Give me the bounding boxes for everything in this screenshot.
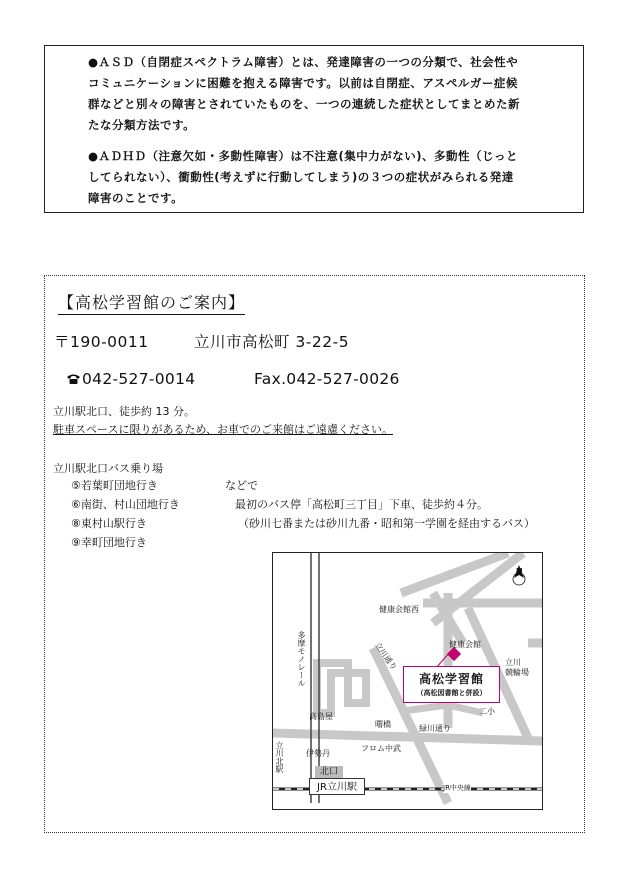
isetan-label: 伊勢丹 <box>306 749 330 758</box>
bus-note: 最初のバス停「高松町三丁目」下車、徒歩約４分。 <box>235 498 488 511</box>
jr-station-label: JR立川駅 <box>309 778 365 795</box>
bus-note: などで <box>225 479 258 492</box>
bus-route: ⑧東村山駅行き <box>71 517 147 530</box>
access-map <box>272 552 543 810</box>
takashimaya-label: 高島屋 <box>309 712 333 721</box>
nisho-label: 二小 <box>479 707 495 716</box>
address-line <box>54 330 350 352</box>
akebono-label: 曙橋 <box>375 720 391 729</box>
postal-code: 〒190-0011 <box>54 333 149 351</box>
facility-name: 高松学習館 <box>418 672 484 686</box>
midorikawa-label: 緑川通り <box>419 724 451 733</box>
bus-route: ⑤若葉町団地行き <box>71 479 158 492</box>
kitaguchi-label: 北口 <box>315 766 343 779</box>
keirin-label: 立川 <box>505 658 521 667</box>
bus-note: （砂川七番または砂川九番・昭和第一学園を経由するバス） <box>238 517 535 530</box>
guide-heading: 【高松学習館のご案内】 <box>58 290 245 315</box>
fax-number: Fax.042-527-0026 <box>254 370 400 388</box>
keirin-label: 競輪場 <box>505 668 529 677</box>
phone-icon <box>66 371 81 383</box>
kenko-label: 健康会館 <box>449 640 481 649</box>
monorail-label: 多摩モノレール <box>297 631 306 687</box>
asd-definition: ●ＡＳＤ（自閉症スペクトラム障害）とは、発達障害の一つの分類で、社会性や コミュニケーションに困難を抱える障害です。以前は自閉症、アスペルガー症候 群などと別々の障害とされていたものを、一つの連続した症状としてまとめた新 たな分類方法です。 <box>88 55 520 132</box>
walk-info: 立川駅北口、徒歩約 13 分。 <box>53 405 195 418</box>
parking-note: 駐車スペースに限りがあるため、お車でのご来館はご遠慮ください。 <box>53 423 394 436</box>
kenko-nishi-label: 健康会館西 <box>379 605 419 614</box>
facility-sub: （高松図書館と併設） <box>416 689 487 697</box>
bus-title: 立川駅北口バス乗り場 <box>53 462 163 475</box>
jr-line-label: JR中央線 <box>443 784 471 792</box>
street-address: 立川市高松町 3-22-5 <box>194 333 350 351</box>
tachikawa-kita-label: 立川北駅 <box>275 741 284 773</box>
phone-number: 042-527-0014 <box>82 370 196 388</box>
bus-route: ⑥南街、村山団地行き <box>71 498 180 511</box>
bus-route: ⑨幸町団地行き <box>71 536 147 549</box>
facility-callout <box>403 666 500 703</box>
tachikawa-dori-label: 立川通り <box>372 640 399 672</box>
phone-line <box>66 370 195 388</box>
adhd-definition: ●ＡＤＨＤ（注意欠如・多動性障害）は不注意(集中力がない)、多動性（じっと してられない）、衝動性(考えずに行動してしまう)の３つの症状がみられる発達 障害のことです。 <box>88 149 519 205</box>
from-chubu-label: フロム中武 <box>361 744 401 753</box>
north-label: N <box>516 567 523 576</box>
